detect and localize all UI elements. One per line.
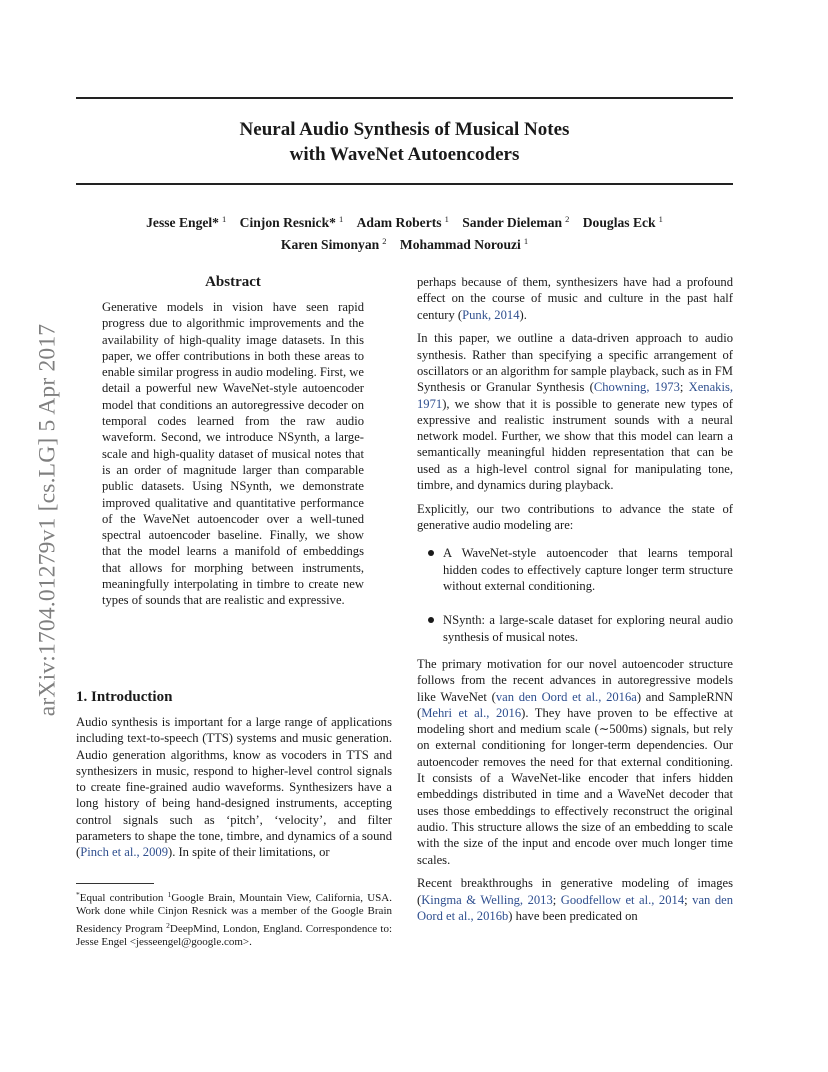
citation-link[interactable]: Kingma & Welling, 2013 [421,892,553,907]
title-line-2: with WaveNet Autoencoders [289,144,520,165]
title-line-1: Neural Audio Synthesis of Musical Notes [239,119,570,140]
citation-link[interactable]: Xenakis, 1971 [417,380,734,411]
list-item: A WaveNet-style autoencoder that learns temporal hidden codes to effectively capture longer term structure without external conditioning. [443,545,733,594]
author-list [76,210,733,254]
title-top-rule [76,97,733,99]
footnote: *Equal contribution $^1$Google Brain, Mountain View, California, USA. Work done while Cinjon Resnick was a member of the Google Brain Residency Program $^2$DeepMind, London, England. Correspondence to: Jesse Engel <jesseengel@google.com>. [76,890,393,949]
citation-link[interactable]: Mehri et al., 2016 [421,705,522,720]
author: Mohammad Norouzi $^1$ [399,236,529,252]
right-column [417,274,733,932]
citation-link[interactable]: Punk, 2014 [462,307,520,322]
paragraph: Explicitly, our two contributions to advance the state of generative audio modeling are: [417,501,733,533]
arxiv-stamp-text: arXiv:1704.01279v1 [cs.LG] 5 Apr 2017 [34,323,61,717]
author: Karen Simonyan $^2$ [280,236,387,252]
paper-title [76,117,733,167]
author-line-1 [76,210,733,232]
citation-link[interactable]: Goodfellow et al., 2014 [560,892,685,907]
author: Jesse Engel* $^1$ [146,214,227,230]
paragraph: In this paper, we outline a data-driven approach to audio synthesis. Rather than specifying a specific arrangement of oscillators or an algorithm for sample playback, such as in FM Synthesis or Granular Synthesis (Chowning, 1973; Xenakis, 1971), we show that it is possible to generate new types of expressive and realistic instrument sounds with a neural network model. Further, we show that this model can learn a semantically meaningful hidden representation that can be used as a high-level control signal for manipulating tone, timbre, and dynamics during playback. [417,331,734,493]
author: Adam Roberts $^1$ [356,214,449,230]
citation-link[interactable]: Pinch et al., 2009 [80,845,168,860]
title-bottom-rule [76,183,733,185]
citation-link[interactable]: van den Oord et al., 2016a [495,689,637,704]
author: Sander Dieleman $^2$ [462,214,570,230]
paragraph: perhaps because of them, synthesizers have had a profound effect on the course of music and culture in the past half century (Punk, 2014). [417,275,733,322]
abstract-heading: Abstract [205,274,261,290]
list-item: NSynth: a large-scale dataset for exploring neural audio synthesis of musical notes. [443,612,733,645]
paragraph: Recent breakthroughs in generative modeling of images (Kingma & Welling, 2013; Goodfellow et al., 2014; van den Oord et al., 2016b) have been predicated on [417,876,734,923]
bullet-icon [428,617,434,623]
section-heading-introduction: 1. Introduction [76,689,173,705]
author-line-2 [76,232,733,254]
citation-link[interactable]: Chowning, 1973 [593,380,680,395]
author: Cinjon Resnick* $^1$ [239,214,344,230]
author: Douglas Eck $^1$ [582,214,663,230]
abstract-body: Generative models in vision have seen rapid progress due to algorithmic improvements and the availability of high-quality image datasets. In this paper, we offer contributions in both these areas to enable similar progress in audio modeling. First, we detail a powerful new WaveNet-style autoencoder model that conditions an autoregressive decoder on temporal codes learned from the raw audio waveform. Second, we introduce NSynth, a large-scale and high-quality dataset of musical notes that is an order of magnitude larger than comparable public datasets. Using NSynth, we demonstrate improved qualitative and quantitative performance of the WaveNet autoencoder over a well-tuned spectral autoencoder baseline. Finally, we show that the model learns a manifold of embeddings that allows for morphing between instruments, meaningfully interpolating in timbre to create new types of sounds that are realistic and expressive. [102,300,364,608]
intro-paragraph: Audio synthesis is important for a large range of applications including text-to-speech (TTS) systems and music generation. Audio generation algorithms, know as vocoders in TTS and synthesizers in music, respond to higher-level control signals to create fine-grained audio waveforms. Synthesizers have a long history of being hand-designed instruments, accepting control signals such as ‘pitch’, ‘velocity’, and filter parameters to shape the tone, timbre, and dynamics of a sound (Pinch et al., 2009). In spite of their limitations, or [76,715,392,860]
contribution-list [417,545,733,644]
footnote-rule [76,883,154,884]
bullet-icon [428,550,434,556]
citation-link[interactable]: van den Oord et al., 2016b [417,892,734,923]
paragraph: The primary motivation for our novel autoencoder structure follows from the recent advances in autoregressive models like WaveNet (van den Oord et al., 2016a) and SampleRNN (Mehri et al., 2016). They have proven to be effective at modeling short and medium scale (∼500ms) signals, but rely on external conditioning for longer-term dependencies. Our autoencoder removes the need for that external conditioning. It consists of a WaveNet-like encoder that infers hidden embeddings distributed in time and a WaveNet decoder that uses those embeddings to effectively reconstruct the original audio. This structure allows the size of an embedding to scale with the size of the input and encode over much longer time scales. [417,656,733,867]
